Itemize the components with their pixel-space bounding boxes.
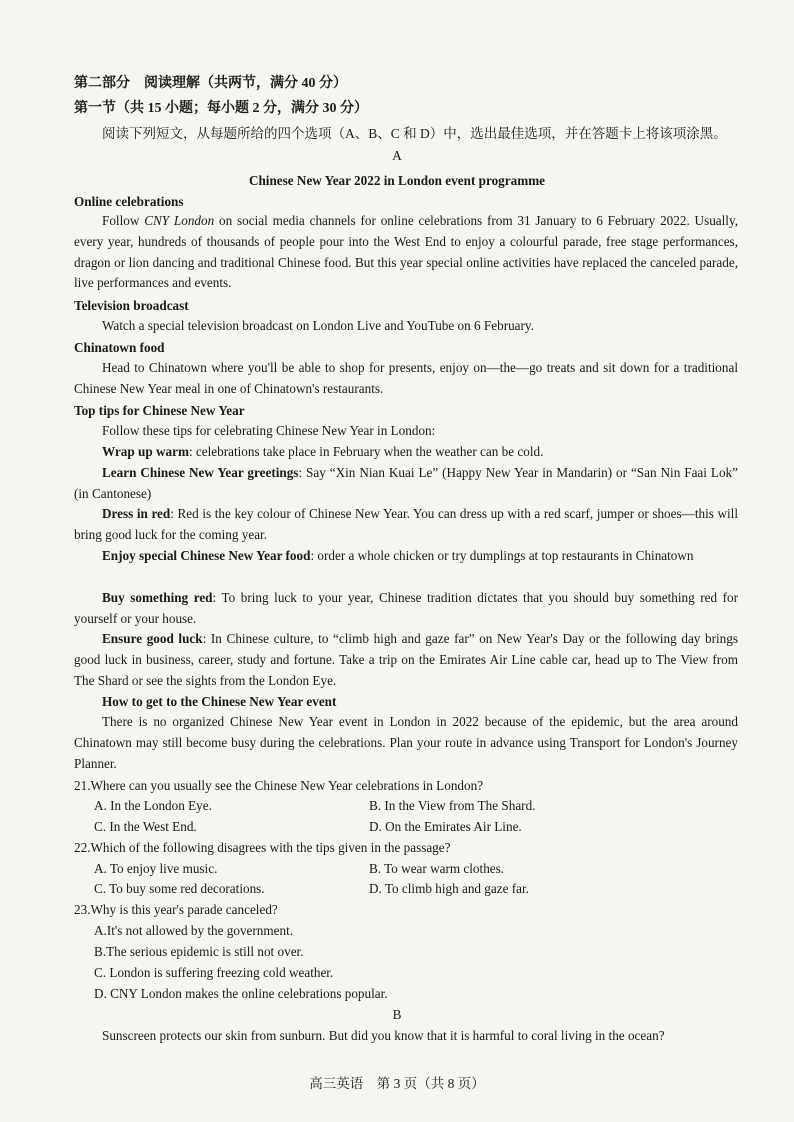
q23-option-b[interactable]: B.The serious epidemic is still not over. bbox=[94, 944, 304, 959]
tip-buy-red: Buy something red: To bring luck to your year, Chinese tradition dictates that you should buy something red for yourself or your house. bbox=[74, 590, 738, 626]
q21-option-a[interactable]: A. In the London Eye. bbox=[94, 798, 212, 813]
q21-option-d[interactable]: D. On the Emirates Air Line. bbox=[369, 819, 522, 834]
tips-heading: Top tips for Chinese New Year bbox=[74, 403, 245, 418]
passage-a-letter: A bbox=[392, 148, 402, 163]
getting-heading: How to get to the Chinese New Year event bbox=[102, 694, 337, 709]
tip-good-luck: Ensure good luck: In Chinese culture, to “climb high and gaze far” on New Year's Day or the following day brings good luck in business, career, study and fortune. Take a trip on the Emirates Air Line cable car, head up to The View from The Shard or see the sights from the London Eye. bbox=[74, 631, 738, 688]
online-heading: Online celebrations bbox=[74, 194, 184, 209]
tip-special-food: Enjoy special Chinese New Year food: order a whole chicken or try dumplings at top restaurants in Chinatown bbox=[102, 548, 694, 563]
online-paragraph: Follow CNY London on social media channels for online celebrations from 31 January to 6 February 2022. Usually, every year, hundreds of thousands of people pour into the West End to enjoy a colourful parade, free stage performances, dragon or lion dancing and traditional Chinese food. But this year special online activities have replaced the canceled parade, live performances and events. bbox=[74, 213, 739, 291]
getting-paragraph: There is no organized Chinese New Year event in London in 2022 because of the epidemic, but the area around Chinatown may still become busy during the celebrations. Plan your route in advance using Transport for London's Journey Planner. bbox=[74, 714, 738, 771]
tip-dress-in-red: Dress in red: Red is the key colour of Chinese New Year. You can dress up with a red scarf, jumper or shoes—this will bring good luck for the coming year. bbox=[74, 506, 738, 542]
q22-option-c[interactable]: C. To buy some red decorations. bbox=[94, 881, 265, 896]
q21-option-b[interactable]: B. In the View from The Shard. bbox=[369, 798, 536, 813]
question-23: 23.Why is this year's parade canceled? bbox=[74, 902, 278, 917]
q23-option-d[interactable]: D. CNY London makes the online celebrations popular. bbox=[94, 986, 388, 1001]
food-paragraph: Head to Chinatown where you'll be able to shop for presents, enjoy on—the—go treats and sit down for a traditional Chinese New Year meal in one of Chinatown's restaurants. bbox=[74, 360, 738, 396]
passage-a-title: Chinese New Year 2022 in London event programme bbox=[248, 173, 546, 188]
food-heading: Chinatown food bbox=[74, 340, 165, 355]
part-heading: 第二部分 阅读理解（共两节，满分 40 分） bbox=[74, 76, 347, 91]
page-footer: 高三英语 第 3 页（共 8 页） bbox=[309, 1076, 485, 1091]
question-21: 21.Where can you usually see the Chinese New Year celebrations in London? bbox=[74, 778, 484, 793]
q22-option-b[interactable]: B. To wear warm clothes. bbox=[369, 861, 505, 876]
passage-b-paragraph: Sunscreen protects our skin from sunburn. But did you know that it is harmful to coral living in the ocean? bbox=[102, 1028, 665, 1043]
passage-b-letter: B bbox=[392, 1007, 402, 1022]
instructions: 阅读下列短文，从每题所给的四个选项（A、B、C 和 D）中，选出最佳选项，并在答题卡上将该项涂黑。 bbox=[102, 126, 727, 141]
section-heading: 第一节（共 15 小题；每小题 2 分，满分 30 分） bbox=[74, 101, 368, 116]
q23-option-a[interactable]: A.It's not allowed by the government. bbox=[94, 923, 294, 938]
cny-london-name: CNY London bbox=[144, 213, 215, 228]
q22-option-a[interactable]: A. To enjoy live music. bbox=[94, 861, 218, 876]
tip-greetings: Learn Chinese New Year greetings: Say “Xin Nian Kuai Le” (Happy New Year in Mandarin) or “San Nin Faai Lok” (in Cantonese) bbox=[74, 465, 738, 501]
question-22: 22.Which of the following disagrees with the tips given in the passage? bbox=[74, 840, 451, 855]
tip-wrap-up-warm: Wrap up warm: celebrations take place in February when the weather can be cold. bbox=[102, 444, 544, 459]
q23-option-c[interactable]: C. London is suffering freezing cold weather. bbox=[94, 965, 334, 980]
tips-intro: Follow these tips for celebrating Chinese New Year in London: bbox=[102, 423, 436, 438]
tv-heading: Television broadcast bbox=[74, 298, 189, 313]
q22-option-d[interactable]: D. To climb high and gaze far. bbox=[369, 881, 529, 896]
q21-option-c[interactable]: C. In the West End. bbox=[94, 819, 197, 834]
tv-paragraph: Watch a special television broadcast on London Live and YouTube on 6 February. bbox=[102, 318, 534, 333]
